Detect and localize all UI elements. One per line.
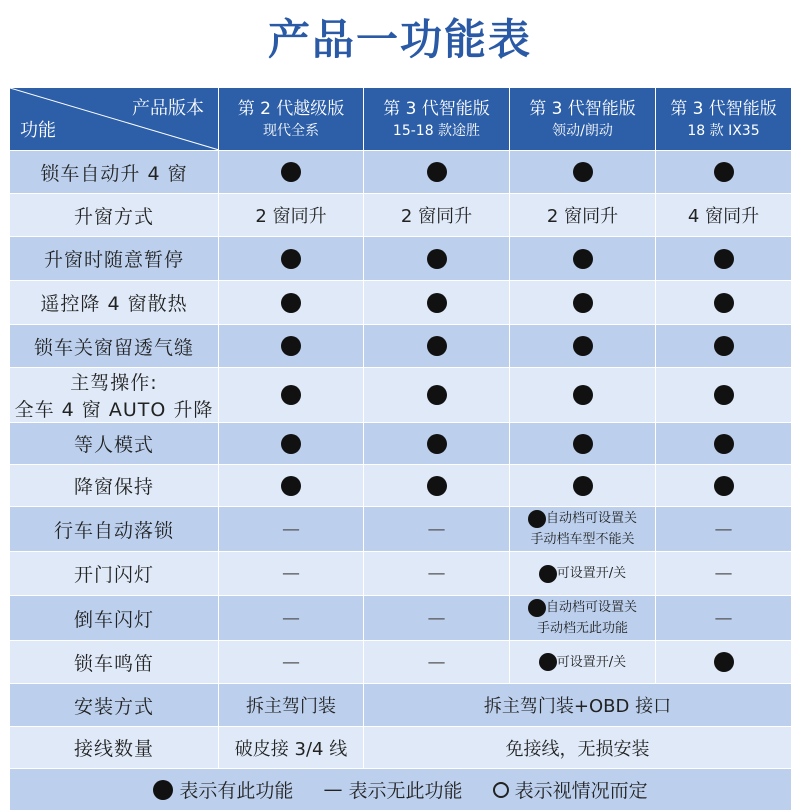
feature-name — [10, 507, 219, 552]
filled-dot-icon — [573, 249, 593, 269]
product-name: 第 3 代智能版 — [383, 99, 490, 119]
feature-cell — [656, 325, 792, 368]
feature-name-line: 等人模式 — [73, 434, 154, 456]
cell-text: 2 窗同升 — [255, 206, 327, 227]
feature-cell — [510, 194, 656, 237]
filled-dot-icon — [714, 476, 734, 496]
feature-name — [10, 151, 219, 194]
cell-text: 4 窗同升 — [687, 206, 760, 227]
filled-dot-icon — [539, 653, 557, 671]
dash-icon: — — [282, 518, 300, 540]
cell-note — [510, 563, 655, 584]
cell-text: 2 窗同升 — [400, 206, 473, 227]
filled-dot-icon — [427, 293, 447, 313]
feature-cell — [219, 465, 364, 507]
feature-name — [10, 552, 219, 596]
dash-icon: — — [427, 518, 446, 540]
feature-name-line: 锁车关窗留透气缝 — [33, 336, 194, 359]
product-name: 第 2 代越级版 — [237, 99, 345, 119]
feature-name-line: 行车自动落锁 — [53, 519, 174, 542]
table-row — [10, 507, 792, 552]
dash-icon: — — [714, 607, 733, 629]
filled-dot-icon — [573, 162, 593, 182]
filled-dot-icon — [714, 293, 734, 313]
feature-name-line: 降窗保持 — [73, 476, 154, 498]
note-text: 自动档可设置关 — [545, 600, 637, 615]
table-row — [10, 684, 792, 727]
feature-name-line: 升窗时随意暂停 — [43, 249, 184, 271]
note-line — [510, 597, 655, 618]
note-line — [510, 508, 655, 529]
feature-name — [10, 194, 219, 237]
feature-cell — [219, 552, 364, 596]
note-text: 可设置开/关 — [556, 566, 627, 581]
filled-dot-icon — [427, 434, 447, 454]
legend-has-label: 表示有此功能 — [179, 780, 294, 802]
filled-dot-icon — [714, 162, 734, 182]
feature-name-line: 安装方式 — [73, 695, 154, 718]
note-text: 手动档无此功能 — [536, 621, 628, 636]
table-row — [10, 465, 792, 507]
legend-conditional — [493, 776, 648, 803]
dash-icon: — — [323, 778, 343, 801]
feature-name-line: 遥控降 4 窗散热 — [40, 293, 188, 315]
feature-cell — [219, 325, 364, 368]
filled-dot-icon — [427, 249, 447, 269]
table-row — [10, 194, 792, 237]
filled-dot-icon — [714, 434, 734, 454]
feature-cell — [364, 151, 510, 194]
dash-icon: — — [714, 518, 733, 540]
feature-cell — [219, 596, 364, 641]
feature-cell — [510, 281, 656, 325]
feature-cell — [510, 368, 656, 423]
product-name: 第 3 代智能版 — [670, 99, 777, 119]
filled-dot-icon — [714, 385, 734, 405]
feature-name — [10, 325, 219, 368]
filled-dot-icon — [281, 249, 301, 269]
feature-cell — [510, 237, 656, 281]
feature-cell — [364, 465, 510, 507]
filled-dot-icon — [281, 476, 301, 496]
feature-cell — [510, 641, 656, 684]
filled-dot-icon — [573, 336, 593, 356]
feature-cell — [219, 507, 364, 552]
note-line — [510, 563, 655, 584]
product-sub: 领动/朗动 — [552, 123, 613, 139]
feature-cell — [510, 465, 656, 507]
table-row — [10, 325, 792, 368]
feature-cell — [364, 368, 510, 423]
product-name: 第 3 代智能版 — [529, 99, 636, 119]
feature-cell — [364, 641, 510, 684]
product-header-2 — [510, 88, 656, 151]
feature-name — [10, 641, 219, 684]
product-header-1 — [364, 88, 510, 151]
legend-has — [153, 776, 293, 803]
product-header-3 — [656, 88, 792, 151]
table-row — [10, 641, 792, 684]
feature-cell — [510, 325, 656, 368]
filled-dot-icon — [281, 293, 301, 313]
legend-conditional-label: 表示视情况而定 — [514, 780, 648, 802]
feature-cell — [364, 552, 510, 596]
feature-cell — [656, 281, 792, 325]
legend-none — [323, 776, 462, 803]
feature-cell — [656, 596, 792, 641]
feature-cell — [656, 641, 792, 684]
feature-cell — [219, 151, 364, 194]
feature-cell — [219, 368, 364, 423]
feature-cell — [364, 423, 510, 465]
cell-text: 免接线，无损安装 — [505, 738, 650, 760]
feature-cell — [364, 194, 510, 237]
feature-cell — [656, 194, 792, 237]
dash-icon: — — [282, 563, 300, 584]
filled-dot-icon — [714, 336, 734, 356]
table-row — [10, 368, 792, 423]
feature-cell — [510, 552, 656, 596]
filled-dot-icon — [714, 652, 734, 672]
filled-dot-icon — [427, 162, 447, 182]
filled-dot-icon — [539, 565, 557, 583]
product-sub: 现代全系 — [263, 123, 319, 139]
feature-name-line: 开门闪灯 — [73, 564, 154, 586]
filled-dot-icon — [573, 434, 593, 454]
header-product-version-label: 产品版本 — [132, 98, 204, 119]
feature-cell — [656, 368, 792, 423]
feature-cell — [510, 423, 656, 465]
note-line — [510, 618, 655, 639]
note-text: 自动档可设置关 — [545, 511, 637, 526]
feature-cell — [219, 281, 364, 325]
dash-icon: — — [282, 651, 300, 673]
feature-name-line: 全车 4 窗 AUTO 升降 — [14, 399, 214, 421]
filled-dot-icon — [528, 510, 546, 528]
feature-name — [10, 727, 219, 769]
feature-name — [10, 281, 219, 325]
feature-cell — [656, 237, 792, 281]
feature-cell — [219, 194, 364, 237]
product-header-0 — [219, 88, 364, 151]
cell-note — [510, 508, 655, 550]
feature-cell — [656, 151, 792, 194]
feature-cell — [364, 507, 510, 552]
filled-dot-icon — [153, 780, 173, 800]
feature-cell — [510, 596, 656, 641]
cell-text: 破皮接 3/4 线 — [234, 738, 348, 760]
feature-cell — [364, 237, 510, 281]
feature-table — [9, 88, 792, 811]
filled-dot-icon — [573, 385, 593, 405]
note-line — [510, 529, 655, 550]
table-row — [10, 237, 792, 281]
dash-icon: — — [427, 607, 446, 629]
feature-cell — [219, 641, 364, 684]
cell-note — [510, 597, 655, 639]
feature-name — [10, 465, 219, 507]
feature-name-line: 升窗方式 — [73, 205, 154, 228]
feature-name-line: 主驾操作: — [70, 372, 158, 394]
filled-dot-icon — [281, 385, 301, 405]
dash-icon: — — [714, 563, 733, 584]
feature-name — [10, 423, 219, 465]
filled-dot-icon — [714, 249, 734, 269]
feature-name — [10, 596, 219, 641]
feature-name — [10, 684, 219, 727]
feature-cell — [656, 507, 792, 552]
product-sub: 15-18 款途胜 — [392, 123, 481, 139]
feature-name-line: 倒车闪灯 — [73, 608, 154, 631]
feature-name-line: 锁车鸣笛 — [73, 652, 154, 675]
header-feature-label: 功能 — [20, 120, 56, 141]
feature-cell — [510, 151, 656, 194]
feature-cell — [656, 423, 792, 465]
table-row — [10, 552, 792, 596]
feature-name-line: 接线数量 — [73, 738, 154, 760]
filled-dot-icon — [281, 336, 301, 356]
filled-dot-icon — [427, 385, 447, 405]
filled-dot-icon — [281, 434, 301, 454]
feature-cell — [219, 237, 364, 281]
feature-cell — [510, 507, 656, 552]
feature-cell — [364, 684, 792, 727]
filled-dot-icon — [427, 336, 447, 356]
cell-text: 拆主驾门装+OBD 接口 — [483, 696, 672, 717]
filled-dot-icon — [281, 162, 301, 182]
feature-cell — [364, 325, 510, 368]
page-title: 产品一功能表 — [267, 15, 532, 64]
feature-cell — [656, 465, 792, 507]
feature-name — [10, 368, 219, 423]
feature-cell — [364, 281, 510, 325]
cell-text: 拆主驾门装 — [246, 696, 336, 717]
table-row — [10, 281, 792, 325]
feature-cell — [656, 552, 792, 596]
feature-name-line: 锁车自动升 4 窗 — [40, 162, 188, 185]
hollow-circle-icon — [493, 782, 509, 798]
feature-cell — [219, 423, 364, 465]
filled-dot-icon — [427, 476, 447, 496]
feature-cell — [364, 596, 510, 641]
note-text: 可设置开/关 — [556, 654, 627, 670]
feature-name — [10, 237, 219, 281]
legend — [10, 769, 792, 811]
dash-icon: — — [282, 607, 300, 629]
header-corner — [10, 88, 219, 151]
table-row — [10, 596, 792, 641]
table-body — [10, 151, 792, 769]
feature-cell — [219, 727, 364, 769]
note-text: 手动档车型不能关 — [530, 532, 635, 547]
legend-none-label: 表示无此功能 — [348, 780, 463, 802]
dash-icon: — — [427, 651, 446, 673]
feature-cell — [219, 684, 364, 727]
table-header-row — [10, 88, 792, 151]
cell-text: 2 窗同升 — [546, 206, 619, 227]
table-row — [10, 423, 792, 465]
dash-icon: — — [427, 563, 446, 584]
feature-cell — [364, 727, 792, 769]
filled-dot-icon — [573, 476, 593, 496]
filled-dot-icon — [528, 599, 546, 617]
note-line — [510, 652, 655, 673]
table-row — [10, 727, 792, 769]
table-row — [10, 151, 792, 194]
filled-dot-icon — [573, 293, 593, 313]
product-sub: 18 款 IX35 — [687, 123, 760, 139]
cell-note — [510, 652, 655, 673]
